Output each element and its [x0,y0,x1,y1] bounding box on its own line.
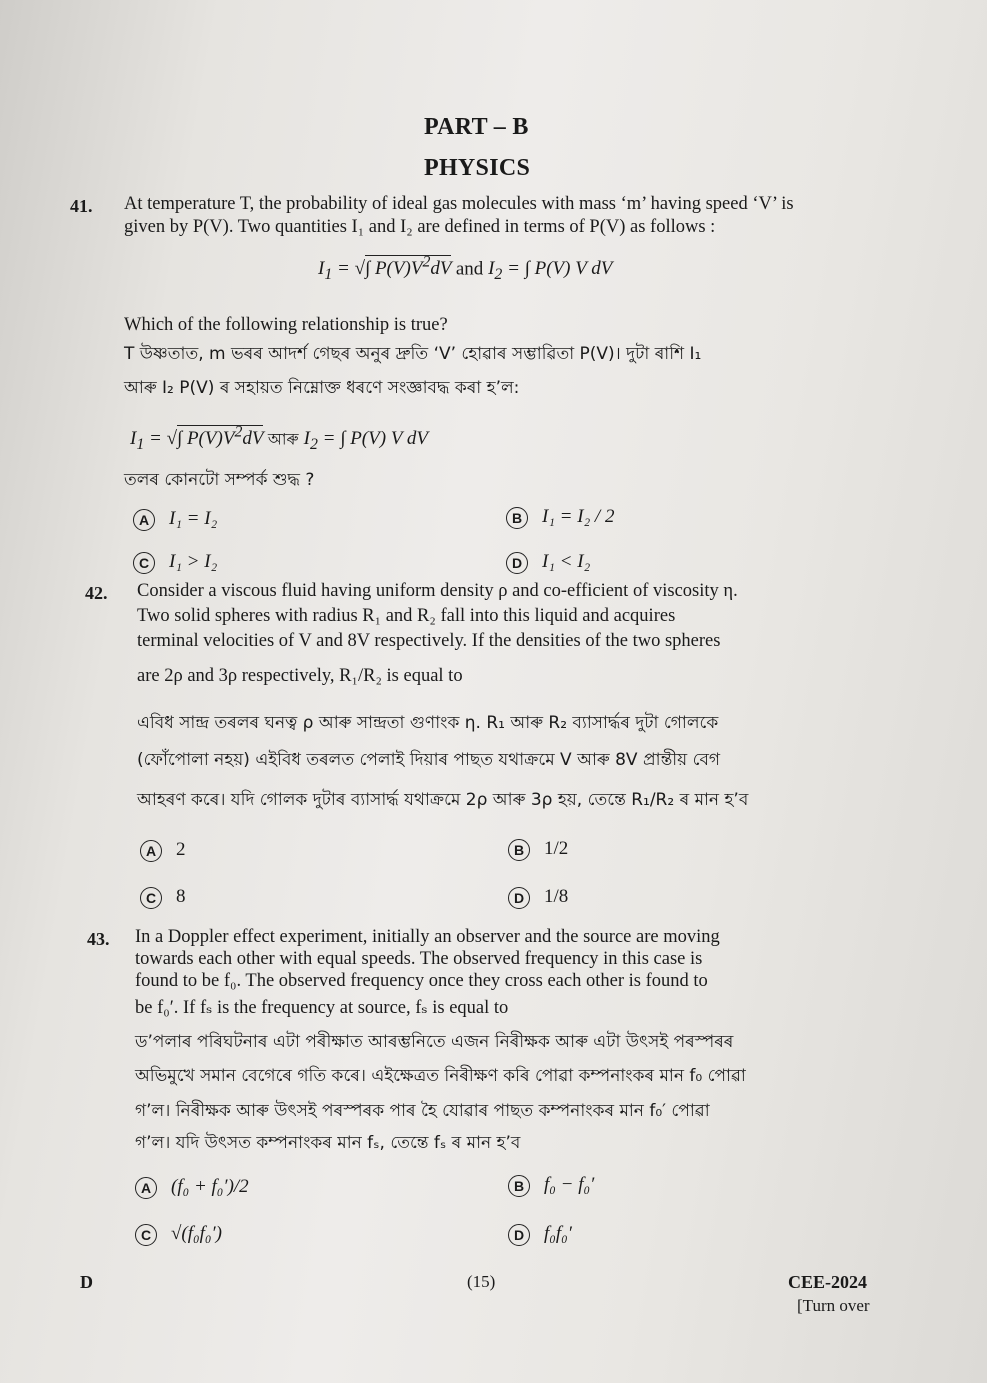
option-c[interactable] [140,886,186,909]
option-text: 1/8 [544,886,569,907]
equation: $I_1$ = √∫ $P(V)V^2dV$ আৰু $I_2$ = ∫ P(V) V dV [130,424,428,454]
assamese-text: গ’ল। যদি উৎসত কম্পনাংকৰ মান fₛ, তেন্তে fₛ ৰ মান হ’ব [135,1133,521,1153]
option-text: f₀f₀′ [544,1223,572,1244]
option-a[interactable] [135,1176,249,1199]
option-d[interactable] [508,886,568,909]
equation: $I_1$ = √∫ $P(V)V^2dV$ and $I_2$ = ∫ P(V) V dV [318,254,613,284]
question-text: found to be f₀. The observed frequency once they cross each other is found to [135,971,708,991]
option-letter: C [135,1224,157,1246]
option-c[interactable] [133,551,217,574]
option-text: 2 [176,839,186,860]
option-b[interactable] [508,838,568,861]
assamese-text: গ’ল। নিৰীক্ষক আৰু উৎসই পৰস্পৰক পাৰ হৈ যোৱাৰ পাছত কম্পনাংকৰ মান f₀′ পোৱা [135,1101,710,1121]
option-text: I₁ > I₂ [169,551,218,572]
option-a[interactable] [140,839,186,862]
question-text: towards each other with equal speeds. The observed frequency in this case is [135,949,703,969]
option-text: √(f₀f₀′) [171,1223,223,1244]
question-text: Two solid spheres with radius R₁ and R₂ fall into this liquid and acquires [137,606,676,626]
question-number: 41. [70,196,93,216]
option-letter: D [508,887,530,909]
option-text: I₁ = I₂ [169,508,218,529]
option-text: (f₀ + f₀′)/2 [171,1176,249,1197]
option-b[interactable] [506,506,614,529]
question-text: be f₀′. If fₛ is the frequency at source, fₛ is equal to [135,998,509,1018]
option-b[interactable] [508,1174,594,1197]
assamese-text: অভিমুখে সমান বেগেৰে গতি কৰে। এইক্ষেত্ৰত নিৰীক্ষণ কৰি পোৱা কম্পনাংকৰ মান f₀ পোৱা [135,1066,746,1086]
question-text: terminal velocities of V and 8V respectively. If the densities of the two spheres [137,631,721,651]
question-text: Consider a viscous fluid having uniform density ρ and co-efficient of viscosity η. [137,581,738,601]
option-c[interactable] [135,1223,222,1246]
option-letter: A [140,840,162,862]
option-letter: A [135,1177,157,1199]
question-text: At temperature T, the probability of ideal gas molecules with mass ‘m’ having speed ‘V’ is [124,194,794,214]
question-text: are 2ρ and 3ρ respectively, R₁/R₂ is equal to [137,666,463,686]
option-letter: B [508,839,530,861]
subject-heading: PHYSICS [424,155,531,181]
option-d[interactable] [506,551,590,574]
set-code: D [80,1272,93,1292]
option-text: 8 [176,886,186,907]
assamese-text: আৰু I₂ P(V) ৰ সহায়ত নিম্নোক্ত ধৰণে সংজ্ঞাবদ্ধ কৰা হ’ল: [124,378,520,398]
question-text: given by P(V). Two quantities I₁ and I₂ are defined in terms of P(V) as follows : [124,217,716,237]
option-letter: C [133,552,155,574]
question-text: In a Doppler effect experiment, initially an observer and the source are moving [135,927,720,947]
question-number: 43. [87,929,110,949]
turn-over-note: [Turn over [797,1296,870,1315]
assamese-text: আহৰণ কৰে। যদি গোলক দুটাৰ ব্যাসাৰ্দ্ধ যথাক্ৰমে 2ρ আৰু 3ρ হয়, তেন্তে R₁/R₂ ৰ মান হ’ব [137,790,749,810]
part-heading: PART – B [424,114,529,140]
option-letter: D [508,1224,530,1246]
option-text: 1/2 [544,838,569,859]
option-a[interactable] [133,508,217,531]
assamese-prompt: তলৰ কোনটো সম্পৰ্ক শুদ্ধ ? [124,470,315,490]
assamese-text: (ফোঁপোলা নহয়) এইবিধ তৰলত পেলাই দিয়াৰ পাছত যথাক্ৰমে V আৰু 8V প্ৰান্তীয় বেগ [137,750,721,770]
option-text: f₀ − f₀′ [544,1174,595,1195]
option-text: I₁ < I₂ [542,551,591,572]
option-letter: B [508,1175,530,1197]
option-letter: C [140,887,162,909]
exam-code: CEE-2024 [788,1272,868,1292]
assamese-text: এবিধ সান্দ্ৰ তৰলৰ ঘনত্ব ρ আৰু সান্দ্ৰতা গুণাংক η. R₁ আৰু R₂ ব্যাসাৰ্দ্ধৰ দুটা গোলকে [137,713,719,733]
option-text: I₁ = I₂ / 2 [542,506,615,527]
question-prompt: Which of the following relationship is true? [124,315,448,335]
question-number: 42. [85,583,108,603]
option-letter: D [506,552,528,574]
option-letter: A [133,509,155,531]
assamese-text: ড’পলাৰ পৰিঘটনাৰ এটা পৰীক্ষাত আৰম্ভনিতে এজন নিৰীক্ষক আৰু এটা উৎসই পৰস্পৰৰ [135,1032,734,1052]
page-number: (15) [467,1272,496,1291]
option-letter: B [506,507,528,529]
assamese-text: T উষ্ণতাত, m ভৰৰ আদৰ্শ গেছৰ অনুৰ দ্ৰুতি ‘V’ হোৱাৰ সম্ভাৱিতা P(V)। দুটা ৰাশি I₁ [124,344,702,364]
option-d[interactable] [508,1223,572,1246]
